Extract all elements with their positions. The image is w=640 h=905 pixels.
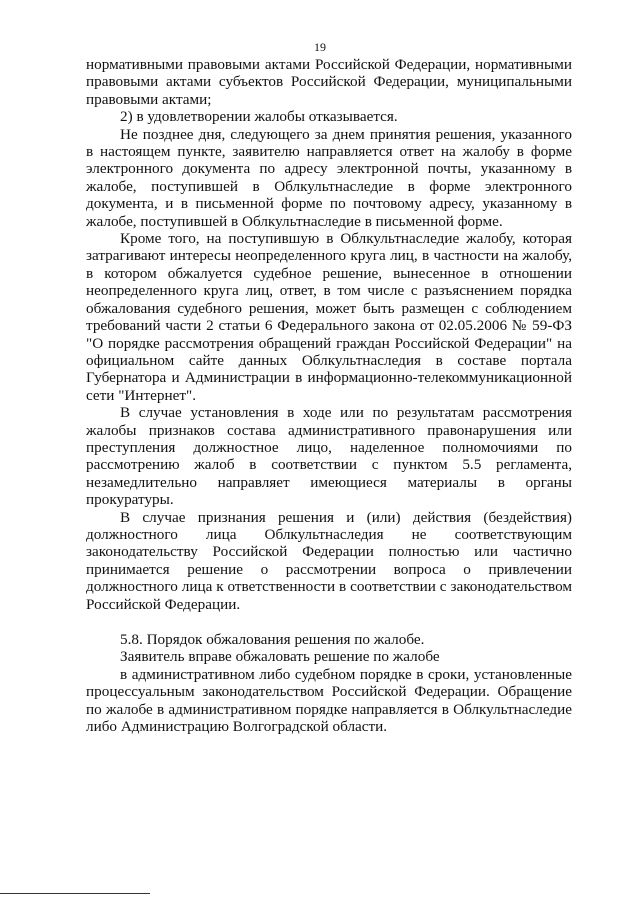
paragraph-continuation: нормативными правовыми актами Российской Федерации, нормативными правовыми актами субъектов Российской Федерации, муниципальными правовыми актами; <box>86 56 572 108</box>
paragraph-appeal-right: Заявитель вправе обжаловать решение по жалобе <box>120 648 440 666</box>
document-body <box>86 56 572 735</box>
page-number: 19 <box>314 40 326 54</box>
paragraph-appeal-procedure: в административном либо судебном порядке в сроки, установленные процессуальным законодательством Российской Федерации. Обращение по жалобе в административном порядке направляется в Облкультнаследие либо Администрацию Волгоградской области. <box>86 665 572 736</box>
paragraph-response-deadline: Не позднее дня, следующего за днем принятия решения, указанного в настоящем пункте, заявителю направляется ответ на жалобу в форме электронного документа по адресу электронной почты, указанному в жалобе, поступившей в Облкультнаследие в форме электронного документа, и в письменной форме по почтовому адресу, указанному в жалобе, поступившей в Облкультнаследие в письменной форме. <box>86 125 572 230</box>
paragraph-responsibility: В случае признания решения и (или) действия (бездействия) должностного лица Облкультнаследия не соответствующим законодательству Российской Федерации полностью или частично принимается решение о рассмотрении вопроса о привлечении должностного лица к ответственности в соответствии с законодательством Российской Федерации. <box>86 508 572 613</box>
footer-divider <box>0 893 150 894</box>
section-heading-5-8: 5.8. Порядок обжалования решения по жалобе. <box>120 631 425 648</box>
paragraph-prosecution: В случае установления в ходе или по результатам рассмотрения жалобы признаков состава административного правонарушения или преступления должностное лицо, наделенное полномочиями по рассмотрению жалоб в соответствии с пунктом 5.5 регламента, незамедлительно направляет имеющиеся материалы в органы прокуратуры. <box>86 404 572 509</box>
paragraph-refusal: 2) в удовлетворении жалобы отказывается. <box>120 108 398 126</box>
paragraph-publication: Кроме того, на поступившую в Облкультнаследие жалобу, которая затрагивают интересы неопределенного круга лиц, в частности на жалобу, в котором обжалуется судебное решение, вынесенное в отношении неопределенного круга лиц, ответ, в том числе с разъяснением порядка обжалования судебного решения, может быть размещен с соблюдением требований части 2 статьи 6 Федерального закона от 02.05.2006 № 59-ФЗ "О порядке рассмотрения обращений граждан Российской Федерации" на официальном сайте данных Облкультнаследия в составе портала Губернатора и Администрации в информационно-телекоммуникационной сети "Интернет". <box>86 230 572 404</box>
